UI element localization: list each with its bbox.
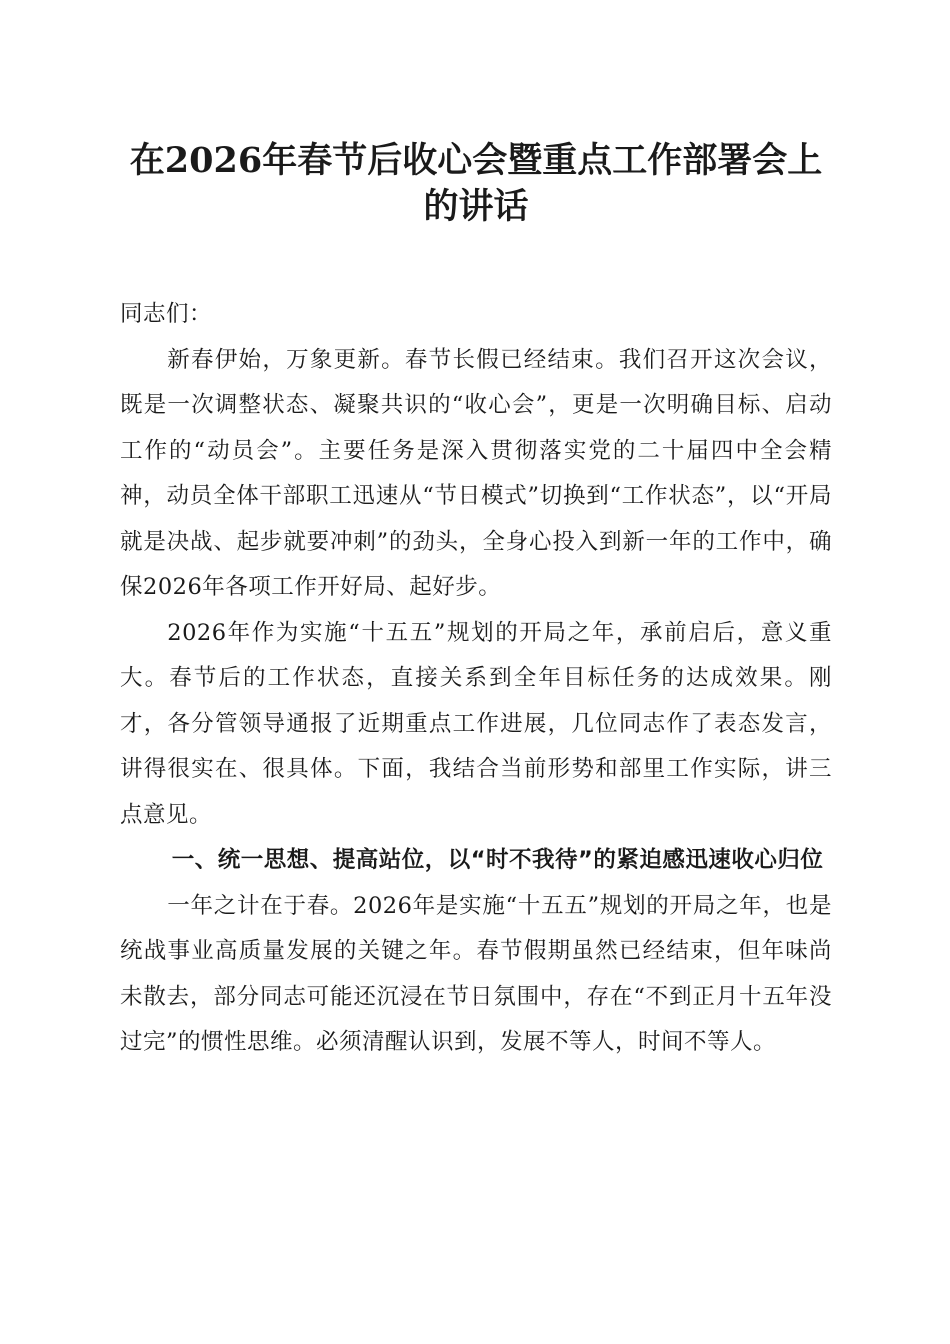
document-page xyxy=(120,138,832,1066)
section-1-paragraph: 一年之计在于春。2026年是实施“十五五”规划的开局之年，也是统战事业高质量发展的关键之年。春节假期虽然已经结束，但年味尚未散去，部分同志可能还沉浸在节日氛围中，存在“不到正月十五年没过完”的惯性思维。必须清醒认识到，发展不等人，时间不等人。 xyxy=(120,892,832,1055)
salutation: 同志们： xyxy=(120,301,213,327)
paragraph-2: 2026年作为实施“十五五”规划的开局之年，承前启后，意义重大。春节后的工作状态，直接关系到全年目标任务的达成效果。刚才，各分管领导通报了近期重点工作进展，几位同志作了表态发言，讲得很实在、很具体。下面，我结合当前形势和部里工作实际，讲三点意见。 xyxy=(120,619,832,828)
title-line-2: 的讲话 xyxy=(423,186,529,227)
document-body xyxy=(120,292,832,1066)
section-heading-1: 一、统一思想、提高站位，以“时不我待”的紧迫感迅速收心归位 xyxy=(171,847,824,873)
title-line-1: 在2026年春节后收心会暨重点工作部署会上 xyxy=(129,140,823,181)
document-title xyxy=(100,138,852,230)
paragraph-1: 新春伊始，万象更新。春节长假已经结束。我们召开这次会议，既是一次调整状态、凝聚共识的“收心会”，更是一次明确目标、启动工作的“动员会”。主要任务是深入贯彻落实党的二十届四中全会精神，动员全体干部职工迅速从“节日模式”切换到“工作状态”，以“开局就是决战、起步就要冲刺”的劲头，全身心投入到新一年的工作中，确保2026年各项工作开好局、起好步。 xyxy=(120,346,832,600)
